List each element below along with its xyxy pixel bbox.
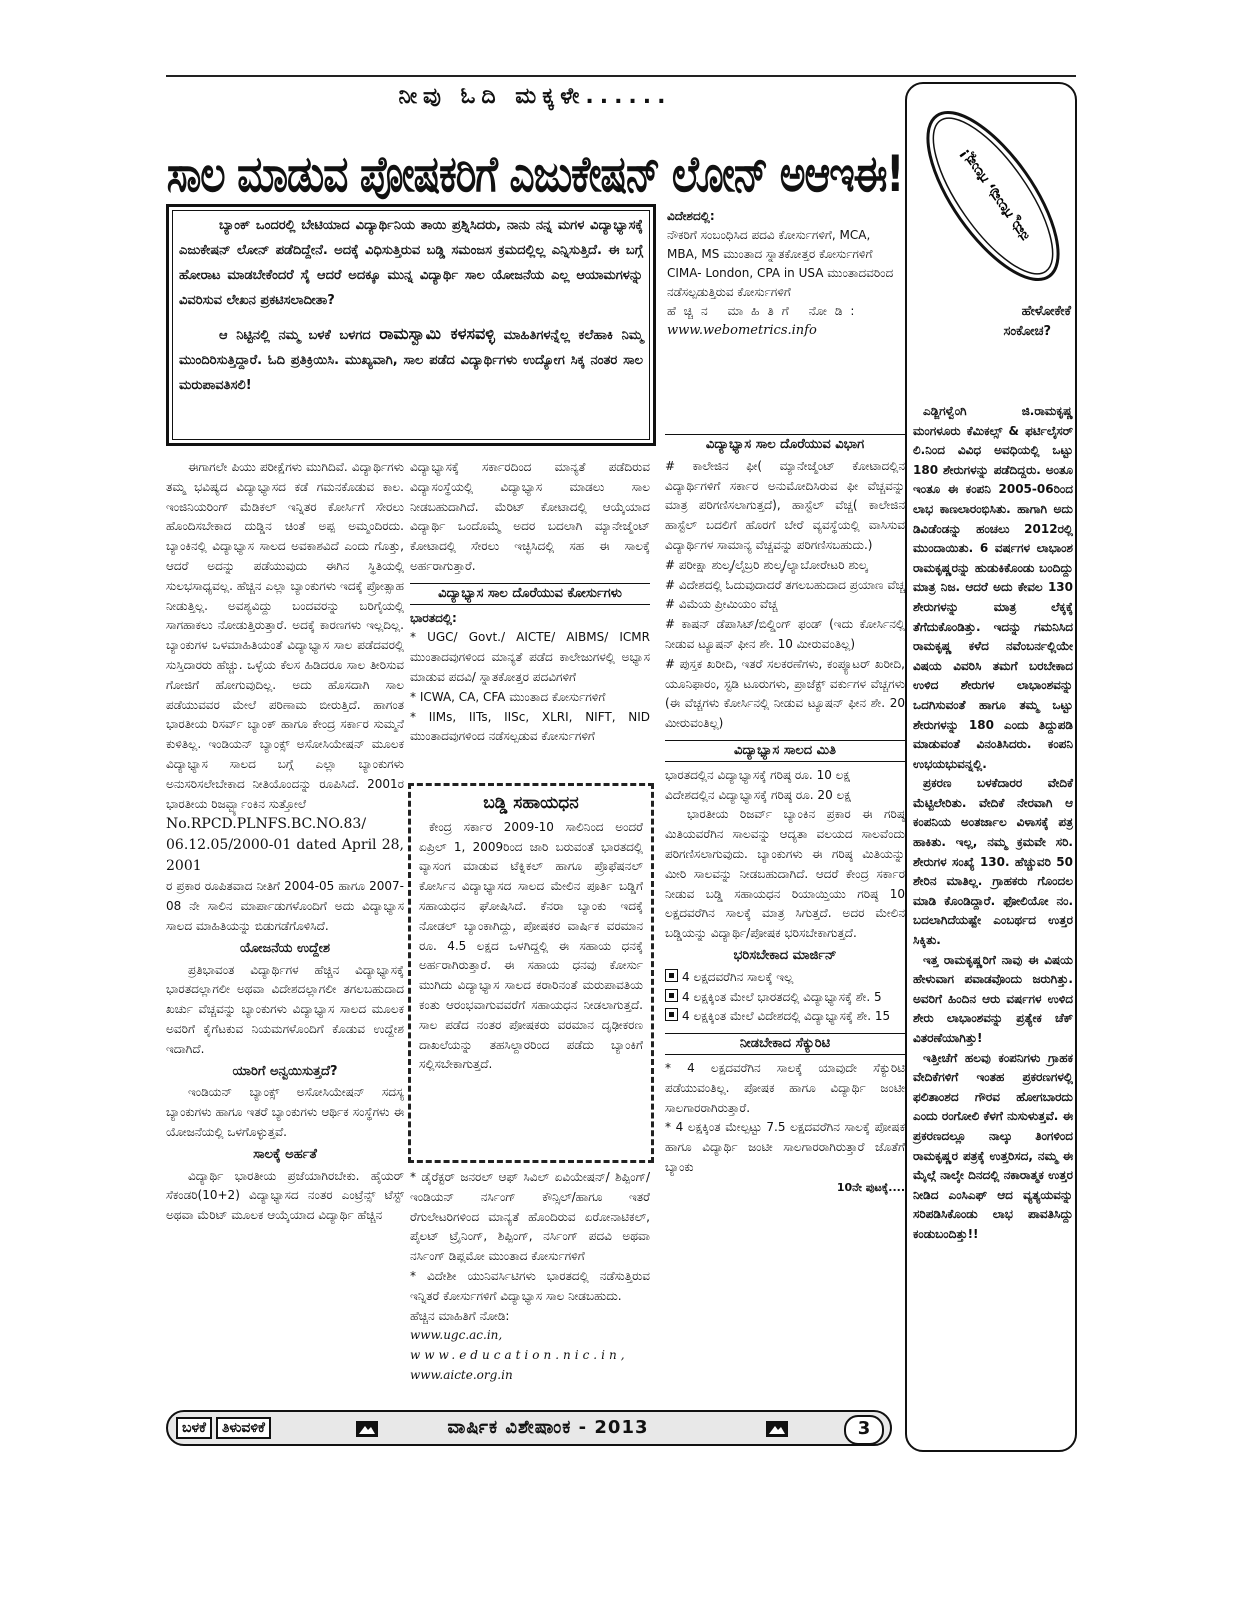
merit-paragraph: ವಿದ್ಯಾಭ್ಯಾಸಕ್ಕೆ ಸರ್ಕಾರದಿಂದ ಮಾನ್ಯತೆ ಪಡೆದಿರುವ ವಿದ್ಯಾಸಂಸ್ಥೆಯಲ್ಲಿ ವಿದ್ಯಾಭ್ಯಾಸ ಮಾಡಲು ಸಾಲ ನೀಡಬಹುದಾಗಿದೆ. ಮೆರಿಟ್ ಕೋಟಾದಲ್ಲಿ ಆಯ್ಕೆಯಾದ ವಿದ್ಯಾರ್ಥಿ ಒಂದೊಮ್ಮೆ ಅದರ ಬದಲಾಗಿ ಮ್ಯಾನೇಜ್ಮೆಂಟ್ ಕೋಟಾದಲ್ಲಿ ಸೇರಲು ಇಚ್ಛಿಸಿದಲ್ಲಿ ಸಹ ಈ ಸಾಲಕ್ಕೆ ಅರ್ಹರಾಗುತ್ತಾರೆ. [410,460,650,573]
margin-text-1: 4 ಲಕ್ಷದವರೆಗಿನ ಸಾಲಕ್ಕೆ ಇಲ್ಲ [682,969,794,984]
sidebar-logo [921,92,1065,300]
heading-scheme-purpose: ಯೋಜನೆಯ ಉದ್ದೇಶ [239,940,330,956]
footer-bar [166,1410,892,1446]
purpose-paragraph: ಪ್ರತಿಭಾವಂತ ವಿದ್ಯಾರ್ಥಿಗಳ ಹೆಚ್ಚಿನ ವಿದ್ಯಾಭ್ಯಾಸಕ್ಕೆ ಭಾರತದಲ್ಲಾಗಲೀ ಅಥವಾ ವಿದೇಶದಲ್ಲಾಗಲೀ ತಗಲಬಹುದಾದ ಖರ್ಚು ವೆಚ್ಚವನ್ನು ಬ್ಯಾಂಕುಗಳು ವಿದ್ಯಾಭ್ಯಾಸ ಸಾಲದ ಮೂಲಕ ಅವರಿಗೆ ಕೈಗೆಟಕುವ ನಿಯಮಗಳೊಂದಿಗೆ ಕೊಡುವ ಉದ್ದೇಶ ಇದಾಗಿದೆ. [166,962,404,1056]
heading-security: ನೀಡಬೇಕಾದ ಸೆಕ್ಯುರಿಟಿ [665,1033,905,1055]
aicte-link[interactable]: www.aicte.org.in [410,1367,513,1382]
sidebar-body [913,402,1073,1245]
column-2 [410,458,650,747]
heading-loan-components: ವಿದ್ಯಾಭ್ಯಾಸ ಸಾಲ ದೊರೆಯುವ ವಿಭಾಗ [665,434,905,455]
interest-subsidy-box [408,783,654,1163]
sidebar-question-line-2: ಸಂಕೋಚ? [1003,324,1051,339]
subsidy-text: ಕೇಂದ್ರ ಸರ್ಕಾರ 2009-10 ಸಾಲಿನಿಂದ ಅಂದರೆ ಏಪ್ರಿಲ್ 1, 2009ರಿಂದ ಜಾರಿ ಬರುವಂತೆ ಭಾರತದಲ್ಲಿ ವ್ಯಾಸಂಗ ಮಾಡುವ ಟೆಕ್ನಿಕಲ್ ಹಾಗೂ ಪ್ರೊಫೆಷನಲ್ ಕೋರ್ಸಿನ ವಿದ್ಯಾಭ್ಯಾಸದ ಸಾಲದ ಮೇಲಿನ ಪೂರ್ತಿ ಬಡ್ಡಿಗೆ ಸಹಾಯಧನ ಘೋಷಿಸಿದೆ. ಕೆನರಾ ಬ್ಯಾಂಕು ಇದಕ್ಕೆ ನೋಡಲ್ ಬ್ಯಾಂಕಾಗಿದ್ದು, ಪೋಷಕರ ವಾರ್ಷಿಕ ವರಮಾನ ರೂ. 4.5 ಲಕ್ಷದ ಒಳಗಿದ್ದಲ್ಲಿ ಈ ಸಹಾಯ ಧನಕ್ಕೆ ಅರ್ಹರಾಗಿರುತ್ತಾರೆ. ಈ ಸಹಾಯ ಧನವು ಕೋರ್ಸು ಮುಗಿದು ವಿದ್ಯಾಭ್ಯಾಸ ಸಾಲದ ಕರಾರಿನಂತೆ ಮರುಪಾವತಿಯ ಕಂತು ಆರಂಭವಾಗುವವರೆಗೆ ಸಹಾಯಧನ ನೀಡಲಾಗುತ್ತದೆ. ಸಾಲ ಪಡೆದ ನಂತರ ಪೋಷಕರು ವರಮಾನ ದೃಢೀಕರಣ ದಾಖಲೆಯನ್ನು ತಹಸಿಲ್ದಾರರಿಂದ ಪಡೆದು ಬ್ಯಾಂಕಿಗೆ ಸಲ್ಲಿಸಬೇಕಾಗುತ್ತದೆ. [419,819,643,1072]
sidebar-question-line-1: ಹೇಳೋಕೇಕೆ [1021,304,1071,319]
more-info-label: ಹೆಚ್ಚಿನ ಮಾಹಿತಿಗೆ ನೋಡಿ: [667,304,863,318]
sidebar-paragraph-4: ಇತ್ತೀಚೆಗೆ ಹಲವು ಕಂಪನಿಗಳು ಗ್ರಾಹಕ ವೇದಿಕೆಗಳಿಗೆ ಇಂತಹ ಪ್ರಕರಣಗಳಲ್ಲಿ ಫಲಿತಾಂಶದ ಗೌರವ ಹೋಗಬಾರದು ಎಂದು ರಂಗೋಲಿ ಕೆಳಗೆ ನುಸುಳುತ್ತವೆ. ಈ ಪ್ರಕರಣದಲ್ಲೂ ನಾಲ್ಕು ತಿಂಗಳಿಂದ ರಾಮಕೃಷ್ಣರ ಪತ್ರಕ್ಕೆ ಉತ್ತರಿಸದ, ನಮ್ಮ ಈ ಮೈಲ್ಗೆ ನಾಲ್ಕೇ ದಿನದಲ್ಲಿ ನಕಾರಾತ್ಮಕ ಉತ್ತರ ನೀಡಿದ ಎಂಸಿಎಫ್ ಆದ ವ್ಯತ್ಯಯವನ್ನು ಸರಿಪಡಿಸಿಕೊಂಡು ಲಾಭ ಪಾವತಿಸಿದ್ದು ಕಂಡುಬಂದಿತ್ತು!! [913,1050,1073,1241]
kicker: ನೀವು ಓದಿ ಮಕ್ಕಳೇ...... [398,84,672,109]
intro-text [179,321,643,398]
course-item-ugc: * UGC/ Govt./ AICTE/ AIBMS/ ICMR ಮುಂತಾದವುಗಳಿಂದ ಮಾನ್ಯತೆ ಪಡೆದ ಕಾಲೇಜುಗಳಲ್ಲಿ ಅಭ್ಯಾಸ ಮಾಡುವ ಪದವಿ/ ಸ್ನಾತಕೋತ್ತರ ಪದವಿಗಳಿಗೆ [410,630,650,684]
applicability-paragraph: ಇಂಡಿಯನ್ ಬ್ಯಾಂಕ್ಸ್ ಅಸೋಸಿಯೇಷನ್ ಸದಸ್ಯ ಬ್ಯಾಂಕುಗಳು ಹಾಗೂ ಇತರೆ ಬ್ಯಾಂಕುಗಳು ಆರ್ಥಿಕ ಸಂಸ್ಥೆಗಳು ಈ ಯೋಜನೆಯಲ್ಲಿ ಒಳಗೊಳ್ಳುತ್ತವೆ. [166,1085,404,1139]
abroad-line-2: CIMA- London, CPA in USA ಮುಂತಾದವರಿಂದ ನಡೆಸಲ್ಪಡುತ್ತಿರುವ ಕೋರ್ಸುಗಳಿಗೆ [667,266,894,299]
intro-paragraph: ಈಗಾಗಲೇ ಪಿಯು ಪರೀಕ್ಷೆಗಳು ಮುಗಿದಿವೆ. ವಿದ್ಯಾರ್ಥಿಗಳು ತಮ್ಮ ಭವಿಷ್ಯದ ವಿದ್ಯಾಭ್ಯಾಸದ ಕಡೆ ಗಮನಕೊಡುವ ಕಾಲ. ಇಂಜಿನಿಯರಿಂಗ್ ಮೆಡಿಕಲ್ ಇನ್ನಿತರ ಕೋರ್ಸಿಗೆ ಸೇರಲು ಹೊಂದಿಸಬೇಕಾದ ದುಡ್ಡಿನ ಚಿಂತೆ ಅಪ್ಪ ಅಮ್ಮಂದಿರದು. ಬ್ಯಾಂಕಿನಲ್ಲಿ ವಿದ್ಯಾಭ್ಯಾಸ ಸಾಲದ ಅವಕಾಶವಿದೆ ಎಂದು ಗೊತ್ತು, ಆದರೆ ಅದನ್ನು ಪಡೆಯುವುದು ಈಗಿನ ಸ್ಥಿತಿಯಲ್ಲಿ ಸುಲಭಸಾಧ್ಯವಲ್ಲ. ಹೆಚ್ಚಿನ ಎಲ್ಲಾ ಬ್ಯಾಂಕುಗಳು ಇದಕ್ಕೆ ಪ್ರೋತ್ಸಾಹ ನೀಡುತ್ತಿಲ್ಲ. ಅವಶ್ಯವಿದ್ದು ಬಂದವರನ್ನು ಬರಿಗೈಯಲ್ಲಿ ಸಾಗಹಾಕಲು ನೋಡುತ್ತಿರುತ್ತಾರೆ. ಅದಕ್ಕೆ ಕಾರಣಗಳು ಇಲ್ಲದಿಲ್ಲ. ಬ್ಯಾಂಕುಗಳ ಒಳಮಾಹಿತಿಯಂತೆ ವಿದ್ಯಾಭ್ಯಾಸ ಸಾಲ ಪಡೆದವರಲ್ಲಿ ಸುಸ್ತಿದಾರರು ಹೆಚ್ಚು. ಒಳ್ಳೆಯ ಕೆಲಸ ಹಿಡಿದರೂ ಸಾಲ ತೀರಿಸುವ ಗೋಜಿಗೆ ಹೋಗುವುದಿಲ್ಲ. ಅದು ಹೊಸದಾಗಿ ಸಾಲ ಪಡೆಯುವವರ ಮೇಲೆ ಪರಿಣಾಮ ಬೀರುತ್ತಿದೆ. ಹಾಗಂತ ಭಾರತೀಯ ರಿಸರ್ವ್ ಬ್ಯಾಂಕ್ ಹಾಗೂ ಕೇಂದ್ರ ಸರ್ಕಾರ ಸುಮ್ಮನೆ ಕುಳಿತಿಲ್ಲ. ಇಂಡಿಯನ್ ಬ್ಯಾಂಕ್ಸ್ ಅಸೋಸಿಯೇಷನ್ ಮೂಲಕ ವಿದ್ಯಾಭ್ಯಾಸ ಸಾಲದ ಬಗ್ಗೆ ಎಲ್ಲಾ ಬ್ಯಾಂಕುಗಳು ಅನುಸರಿಸಲೇಬೇಕಾದ ನೀತಿಯೊಂದನ್ನು ರೂಪಿಸಿದೆ. 2001ರ ಭಾರತೀಯ ರಿಜರ್ವ್ಬ್ಯಾಂಕಿನ ಸುತ್ತೋಲೆ [166,460,404,811]
limit-abroad: ವಿದೇಶದಲ್ಲಿನ ವಿದ್ಯಾಭ್ಯಾಸಕ್ಕೆ ಗರಿಷ್ಠ ರೂ. 20 ಲಕ್ಷ [665,787,851,802]
component-caution-deposit: # ಕಾಷನ್ ಡೆಪಾಸಿಟ್/ಬಿಲ್ಡಿಂಗ್ ಫಂಡ್ (ಇದು ಕೋರ್ಸಿನಲ್ಲಿ ನೀಡುವ ಟ್ಯೂಷನ್ ಫೀನ ಶೇ. 10 ಮೀರುವಂತಿಲ್ಲ) [665,617,905,651]
abroad-line-1: ನೌಕರಿಗೆ ಸಂಬಂಧಿಸಿದ ಪದವಿ ಕೋರ್ಸುಗಳಿಗೆ, MCA, MBA, MS ಮುಂತಾದ ಸ್ನಾತಕೋತ್ತರ ಕೋರ್ಸುಗಳಿಗೆ [667,228,873,261]
question-box [166,204,656,446]
logo-text: ನಮ್ಮ ಗೆಲುವು, ಗೆಲುಪ್ಲ! [956,145,1033,245]
course-item-aviation: * ಡೈರೆಕ್ಟರ್ ಜನರಲ್ ಆಫ್ ಸಿವಿಲ್ ಏವಿಯೇಷನ್/ ಶಿಪ್ಪಿಂಗ್/ಇಂಡಿಯನ್ ನರ್ಸಿಂಗ್ ಕೌನ್ಸಿಲ್/ಹಾಗೂ ಇತರೆ ರೆಗುಲೇಟರಿಗಳಿಂದ ಮಾನ್ಯತೆ ಹೊಂದಿರುವ ಏರೋನಾಟಿಕಲ್, ಪೈಲಟ್ ಟ್ರೈನಿಂಗ್, ಶಿಪ್ಪಿಂಗ್, ನರ್ಸಿಂಗ್ ಪದವಿ ಅಥವಾ ನರ್ಸಿಂಗ್ ಡಿಪ್ಲಮೋ ಮುಂತಾದ ಕೋರ್ಸುಗಳಿಗೆ [410,1170,650,1264]
brand-word-2: ತಿಳುವಳಿಕೆ [216,1417,271,1439]
component-travel: # ವಿದೇಶದಲ್ಲಿ ಓದುವುದಾದರೆ ತಗಲಬಹುದಾದ ಪ್ರಯಾಣ ವೆಚ್ಚ [665,577,905,592]
checkbox-icon [665,969,678,982]
ugc-link[interactable]: www.ugc.ac.in, [410,1328,503,1343]
component-books: # ಪುಸ್ತಕ ಖರೀದಿ, ಇತರೆ ಸಲಕರಣೆಗಳು, ಕಂಪ್ಯೂಟರ್ ಖರೀದಿ, ಯೂನಿಫಾರಂ, ಸ್ಟಡಿ ಟೂರುಗಳು, ಪ್ರಾಜೆಕ್ಟ್ ವರ್ಕುಗಳ ವೆಚ್ಚಗಳು (ಈ ವೆಚ್ಚಗಳು ಕೋರ್ಸಿನಲ್ಲಿ ನೀಡುವ ಟ್ಯೂಷನ್ ಫೀನ ಶೇ. 20 ಮೀರುವಂತಿಲ್ಲ) [665,656,905,731]
margin-text-2: 4 ಲಕ್ಷಕ್ಕಿಂತ ಮೇಲೆ ಭಾರತದಲ್ಲಿ ವಿದ್ಯಾಭ್ಯಾಸಕ್ಕೆ ಶೇ. 5 [682,989,882,1004]
circular-number: No.RPCD.PLNFS.BC.NO.83/ 06.12.05/2000-01 dated April 28, 2001 [166,816,404,875]
top-rule [166,75,1076,77]
more-info-label-2: ಹೆಚ್ಚಿನ ಮಾಹಿತಿಗೆ ನೋಡಿ: [410,1308,510,1323]
column-3 [665,432,905,1197]
headline: ಸಾಲ ಮಾಡುವ ಪೋಷಕರಿಗೆ ಎಜುಕೇಷನ್ ಲೋನ್ ಅಆಇಈ! [166,146,904,204]
page-number: 3 [844,1415,884,1445]
subsidy-title: ಬಡ್ಡಿ ಸಹಾಯಧನ [483,793,579,813]
sidebar-panel [905,82,1077,1452]
course-item-icwa: * ICWA, CA, CFA ಮುಂತಾದ ಕೋರ್ಸುಗಳಿಗೆ [410,689,606,704]
brand-word-1: ಬಳಕೆ [176,1417,212,1439]
webometrics-link[interactable]: www.webometrics.info [667,323,817,338]
question-text: ಬ್ಯಾಂಕ್ ಒಂದರಲ್ಲಿ ಬೇಟಿಯಾದ ವಿದ್ಯಾರ್ಥಿನಿಯ ತಾಯಿ ಪ್ರಶ್ನಿಸಿದರು, ನಾನು ನನ್ನ ಮಗಳ ವಿದ್ಯಾಭ್ಯಾಸಕ್ಕೆ ಎಜುಕೇಷನ್ ಲೋನ್ ಪಡೆದಿದ್ದೇನೆ. ಅದಕ್ಕೆ ವಿಧಿಸುತ್ತಿರುವ ಬಡ್ಡಿ ಸಮಂಜಸ ಕ್ರಮದಲ್ಲಿಲ್ಲ ಎನ್ನಿಸುತ್ತಿದೆ. ಈ ಬಗ್ಗೆ ಹೋರಾಟ ಮಾಡಬೇಕೆಂದರೆ ಸೈ ಆದರೆ ಅದಕ್ಕೂ ಮುನ್ನ ವಿದ್ಯಾರ್ಥಿ ಸಾಲ ಯೋಜನೆಯ ಎಲ್ಲ ಆಯಾಮಗಳನ್ನು ವಿವರಿಸುವ ಲೇಖನ ಪ್ರಕಟಿಸಲಾದೀತಾ? [179,218,643,308]
component-college-fee: # ಕಾಲೇಜಿನ ಫೀ( ಮ್ಯಾನೇಜ್ಮೆಂಟ್ ಕೋಟಾದಲ್ಲಿನ ವಿದ್ಯಾರ್ಥಿಗಳಿಗೆ ಸರ್ಕಾರ ಅನುಮೋದಿಸಿರುವ ಫೀ ವೆಚ್ಚವನ್ನು ಮಾತ್ರ ಪರಿಗಣಿಸಲಾಗುತ್ತದೆ), ಹಾಸ್ಟೆಲ್ ವೆಚ್ಚ( ಕಾಲೇಜಿನ ಹಾಸ್ಟೆಲ್ ಬದಲಿಗೆ ಹೊರಗೆ ಬೇರೆ ವ್ಯವಸ್ಥೆಯಲ್ಲಿ ವಾಸಿಸುವ ವಿದ್ಯಾರ್ಥಿಗಳ ಸಾಮಾನ್ಯ ವೆಚ್ಚವನ್ನು ಪರಿಗಣಿಸಬಹುದು.) [665,458,905,552]
security-item-2: * 4 ಲಕ್ಷಕ್ಕಿಂತ ಮೇಲ್ಪಟ್ಟು 7.5 ಲಕ್ಷದವರೆಗಿನ ಸಾಲಕ್ಕೆ ಪೋಷಕ ಹಾಗೂ ವಿದ್ಯಾರ್ಥಿ ಜಂಟೀ ಸಾಲಗಾರರಾಗಿರುತ್ತಾರೆ ಜೊತೆಗೆ ಬ್ಯಾಂಕು [665,1120,905,1174]
mountain-icon [766,1421,788,1437]
footer-title: ವಾರ್ಷಿಕ ವಿಶೇಷಾಂಕ - 2013 [447,1417,649,1438]
course-item-foreign-univ: * ವಿದೇಶೀ ಯುನಿವರ್ಸಿಟಿಗಳು ಭಾರತದಲ್ಲಿ ನಡೆಸುತ್ತಿರುವ ಇನ್ನಿತರೆ ಕೋರ್ಸುಗಳಿಗೆ ವಿದ್ಯಾಭ್ಯಾಸ ಸಾಲ ನೀಡಬಹುದು. [410,1268,650,1303]
continued-note: 10ನೇ ಪುಟಕ್ಕೆ.... [836,1180,905,1194]
column-1 [166,458,404,1226]
heading-loan-limit: ವಿದ್ಯಾಭ್ಯಾಸ ಸಾಲದ ಮಿತಿ [665,740,905,762]
intro-post: ಮಾಹಿತಿಗಳನ್ನೆಲ್ಲ ಕಲೆಹಾಕಿ ನಿಮ್ಮ ಮುಂದಿರಿಸುತ್ತಿದ್ದಾರೆ. ಓದಿ ಪ್ರತಿಕ್ರಿಯಿಸಿ. ಮುಖ್ಯವಾಗಿ, ಸಾಲ ಪಡೆದ ವಿದ್ಯಾರ್ಥಿಗಳು ಉದ್ಯೋಗ ಸಿಕ್ಕ ನಂತರ ಸಾಲ ಮರುಪಾವತಿಸಲಿ! [179,328,643,393]
component-insurance: # ವಿಮೆಯ ಪ್ರೀಮಿಯಂ ವೆಚ್ಚ [665,597,778,612]
limit-india: ಭಾರತದಲ್ಲಿನ ವಿದ್ಯಾಭ್ಯಾಸಕ್ಕೆ ಗರಿಷ್ಠ ರೂ. 10 ಲಕ್ಷ [665,767,850,782]
component-exam-fee: # ಪರೀಕ್ಷಾ ಶುಲ್ಕ/ಲೈಬ್ರರಿ ಶುಲ್ಕ/ಲ್ಯಾಬೋರೇಟರಿ ಶುಲ್ಕ [665,557,868,572]
abroad-heading: ವಿದೇಶದಲ್ಲಿ: [667,209,715,223]
margin-item-3 [665,1007,905,1027]
course-item-iim: * IIMs, IITs, IISc, XLRI, NIFT, NID ಮುಂತಾದವುಗಳಿಂದ ನಡೆಸಲ್ಪಡುವ ಕೋರ್ಸುಗಳಿಗೆ [410,709,650,744]
footer-brand [176,1417,271,1439]
eligibility-paragraph: ವಿದ್ಯಾರ್ಥಿ ಭಾರತೀಯ ಪ್ರಜೆಯಾಗಿರಬೇಕು. ಹೈಯರ್ ಸೆಕಂಡರಿ(10+2) ವಿದ್ಯಾಭ್ಯಾಸದ ನಂತರ ಎಂಟ್ರೆನ್ಸ್ ಟೆಸ್ಟ್ ಅಥವಾ ಮೆರಿಟ್ ಮೂಲಕ ಆಯ್ಕೆಯಾದ ವಿದ್ಯಾರ್ಥಿ ಹೆಚ್ಚಿನ [166,1168,404,1223]
checkbox-icon [665,989,678,1002]
margin-item-2 [665,988,905,1008]
heading-eligibility: ಸಾಲಕ್ಕೆ ಅರ್ಹತೆ [253,1146,317,1162]
intro-pre: ಆ ನಿಟ್ಟಿನಲ್ಲಿ ನಮ್ಮ ಬಳಕೆ ಬಳಗದ [219,328,380,343]
security-item-1: * 4 ಲಕ್ಷದವರೆಗಿನ ಸಾಲಕ್ಕೆ ಯಾವುದೇ ಸೆಕ್ಯುರಿಟಿ ಪಡೆಯುವಂತಿಲ್ಲ. ಪೋಷಕ ಹಾಗೂ ವಿದ್ಯಾರ್ಥಿ ಜಂಟೀ ಸಾಲಗಾರರಾಗಿರುತ್ತಾರೆ. [665,1060,905,1115]
margin-text-3: 4 ಲಕ್ಷಕ್ಕಿಂತ ಮೇಲೆ ವಿದೇಶದಲ್ಲಿ ವಿದ್ಯಾಭ್ಯಾಸಕ್ಕೆ ಶೇ. 15 [682,1009,891,1024]
intro-paragraph-tail: ರ ಪ್ರಕಾರ ರೂಪಿತವಾದ ನೀತಿಗೆ 2004-05 ಹಾಗೂ 2007-08 ನೇ ಸಾಲಿನ ಮಾರ್ಪಾಡುಗಳೊಂದಿಗೆ ಅದು ವಿದ್ಯಾಭ್ಯಾಸ ಸಾಲದ ಮಾಹಿತಿಯನ್ನು ಬಿಡುಗಡೆಗೊಳಿಸಿದೆ. [166,879,404,933]
author-name: ರಾಮಸ್ವಾಮಿ ಕಳಸವಳ್ಳಿ [379,324,495,343]
margin-item-1 [665,968,905,988]
sidebar-paragraph-1: ಎಡ್ಜಿಗಳ್ವೆಂಗಿ ಜಿ.ರಾಮಕೃಷ್ಣ ಮಂಗಳೂರು ಕೆಮಿಕಲ್ಸ್ & ಫರ್ಟಿಲೈಸರ್ ಲಿ.ನಿಂದ ವಿವಿಧ ಅವಧಿಯಲ್ಲಿ ಒಟ್ಟು 180 ಶೇರುಗಳನ್ನು ಪಡೆದಿದ್ದರು. ಅಂತೂ ಇಂತೂ ಈ ಕಂಪನಿ 2005-06ರಿಂದ ಲಾಭ ಕಾಣಲಾರಂಭಿಸಿತು. ಹಾಗಾಗಿ ಅದು ಡಿವಿಡೆಂಡನ್ನು ಹಂಚಲು 2012ರಲ್ಲಿ ಮುಂದಾಯಿತು. 6 ವರ್ಷಗಳ ಲಾಭಾಂಶ ರಾಮಕೃಷ್ಣರನ್ನು ಹುಡುಕಿಕೊಂಡು ಬಂದಿದ್ದು ಮಾತ್ರ ನಿಜ. ಆದರೆ ಅದು ಕೇವಲ 130 ಶೇರುಗಳನ್ನು ಮಾತ್ರ ಲೆಕ್ಕಕ್ಕೆ ತೆಗೆದುಕೊಂಡಿತ್ತು. ಇದನ್ನು ಗಮನಿಸಿದ ರಾಮಕೃಷ್ಣ ಕಳೆದ ನವೆಂಬರ್ನಲ್ಲಿಯೇ ವಿಷಯ ವಿವರಿಸಿ ತಮಗೆ ಬರಬೇಕಾದ ಉಳಿದ ಶೇರುಗಳ ಲಾಭಾಂಶವನ್ನು ಒದಗಿಸುವಂತೆ ಹಾಗೂ ತಮ್ಮ ಒಟ್ಟು ಶೇರುಗಳನ್ನು 180 ಎಂದು ತಿದ್ದುಪಡಿ ಮಾಡುವಂತೆ ವಿನಂತಿಸಿದರು. ಕಂಪನಿ ಉಭಯಭುವನ್ನಲ್ಲಿ. [913,404,1073,771]
sidebar-question [911,302,1071,342]
column-2-bottom [410,1168,650,1386]
in-india-label: ಭಾರತದಲ್ಲಿ: [410,610,457,625]
heading-applicability: ಯಾರಿಗೆ ಅನ್ವಯಿಸುತ್ತದೆ? [232,1063,338,1079]
rbi-paragraph: ಭಾರತೀಯ ರಿಜರ್ವ್ ಬ್ಯಾಂಕಿನ ಪ್ರಕಾರ ಈ ಗರಿಷ್ಠ ಮಿತಿಯವರೆಗಿನ ಸಾಲವನ್ನು ಆದ್ಯತಾ ವಲಯದ ಸಾಲವೆಂದು ಪರಿಗಣಿಸಲಾಗುವುದು. ಬ್ಯಾಂಕುಗಳು ಈ ಗರಿಷ್ಠ ಮಿತಿಯನ್ನು ಮೀರಿ ಸಾಲವನ್ನು ನೀಡಬಹುದಾಗಿದೆ. ಆದರೆ ಕೇಂದ್ರ ಸರ್ಕಾರ ನೀಡುವ ಬಡ್ಡಿ ಸಹಾಯಧನ ರಿಯಾಯ್ತಿಯು ಗರಿಷ್ಠ 10 ಲಕ್ಷದವರೆಗಿನ ಸಾಲಕ್ಕೆ ಮಾತ್ರ ಸಿಗುತ್ತದೆ. ಅದರ ಮೇಲಿನ ಬಡ್ಡಿಯನ್ನು ವಿದ್ಯಾರ್ಥಿ/ಪೋಷಕ ಭರಿಸಬೇಕಾಗುತ್ತದೆ. [665,807,905,941]
heading-eligible-courses: ವಿದ್ಯಾಭ್ಯಾಸ ಸಾಲ ದೊರೆಯುವ ಕೋರ್ಸುಗಳು [410,583,650,605]
checkbox-icon [665,1008,678,1021]
education-nic-link[interactable]: www.education.nic.in, [410,1348,629,1363]
sidebar-paragraph-3: ಇತ್ತ ರಾಮಕೃಷ್ಣರಿಗೆ ನಾವು ಈ ವಿಷಯ ಹೇಳುವಾಗ ಪವಾಡವೊಂದು ಜರುಗಿತ್ತು. ಅವರಿಗೆ ಹಿಂದಿನ ಆರು ವರ್ಷಗಳ ಉಳಿದ ಶೇರು ಲಾಭಾಂಶವನ್ನು ಪ್ರತ್ಯೇಕ ಚೆಕ್ ವಿತರಣೆಯಾಗಿತ್ತು! [913,952,1073,1045]
abroad-courses [667,207,904,340]
heading-margin: ಭರಿಸಬೇಕಾದ ಮಾರ್ಜಿನ್ [733,947,837,963]
sidebar-paragraph-2: ಪ್ರಕರಣ ಬಳಕೆದಾರರ ವೇದಿಕೆ ಮೆಟ್ಟಿಲೇರಿತು. ವೇದಿಕೆ ನೇರವಾಗಿ ಆ ಕಂಪನಿಯ ಅಂತರ್ಜಾಲ ವಿಳಾಸಕ್ಕೆ ಪತ್ರ ಹಾಕಿತು. ಇಲ್ಲ, ನಮ್ಮ ಕ್ರಮವೇ ಸರಿ. ಶೇರುಗಳ ಸಂಖ್ಯೆ 130. ಹೆಚ್ಚುವರಿ 50 ಶೇರಿನ ಮಾತಿಲ್ಲ. ಗ್ರಾಹಕರು ಗೊಂದಲ ಮಾಡಿ ಕೊಂಡಿದ್ದಾರೆ. ಫೋಲಿಯೋ ನಂ. ಬದಲಾಗಿದೆಯಷ್ಟೇ ಎಂಬರ್ಥದ ಉತ್ತರ ಸಿಕ್ಕಿತು. [913,776,1073,948]
